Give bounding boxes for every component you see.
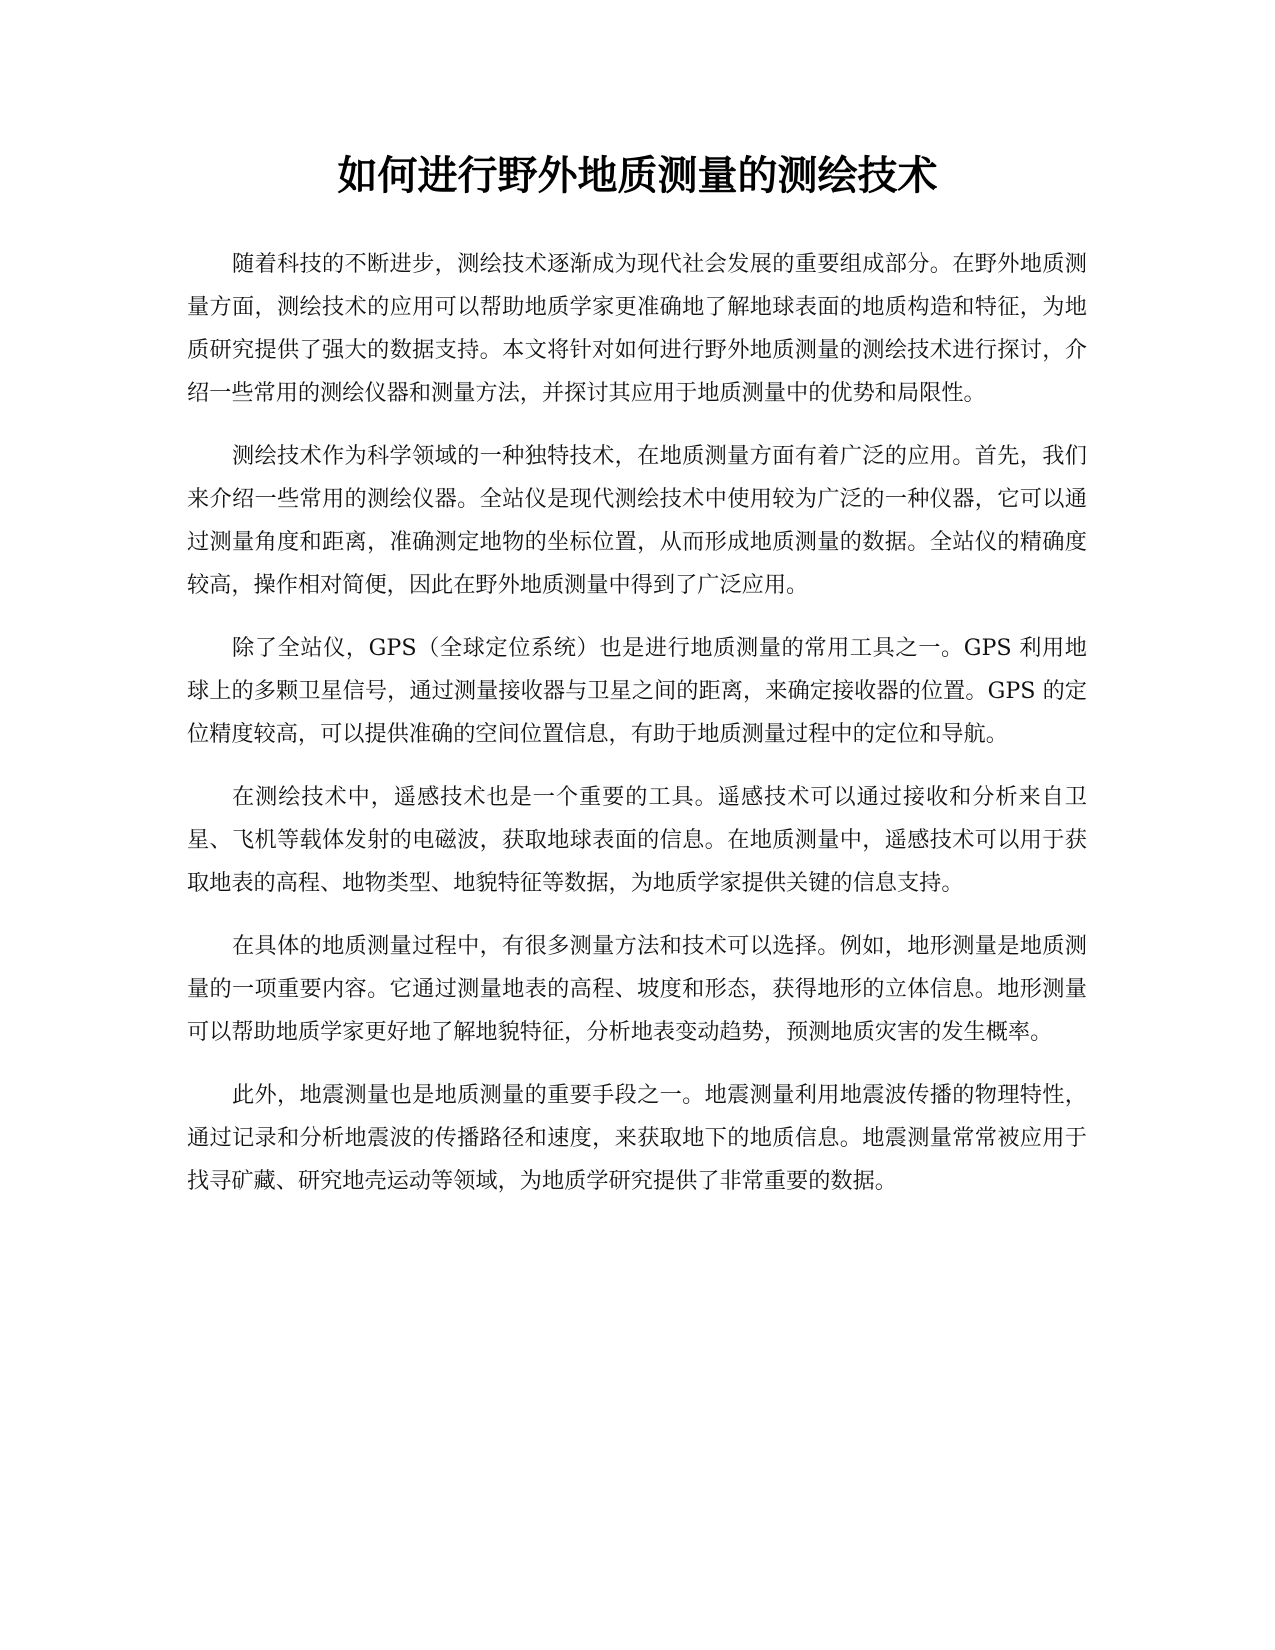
document-body bbox=[187, 243, 1087, 1223]
paragraph-seismic-survey: 此外，地震测量也是地质测量的重要手段之一。地震测量利用地震波传播的物理特性，通过记录和分析地震波的传播路径和速度，来获取地下的地质信息。地震测量常常被应用于找寻矿藏、研究地壳运动等领域，为地质学研究提供了非常重要的数据。 bbox=[187, 1082, 1087, 1194]
paragraph-topographic-survey: 在具体的地质测量过程中，有很多测量方法和技术可以选择。例如，地形测量是地质测量的一项重要内容。它通过测量地表的高程、坡度和形态，获得地形的立体信息。地形测量可以帮助地质学家更好地了解地貌特征，分析地表变动趋势，预测地质灾害的发生概率。 bbox=[187, 933, 1087, 1045]
document-title: 如何进行野外地质测量的测绘技术 bbox=[337, 153, 938, 199]
paragraph-remote-sensing: 在测绘技术中，遥感技术也是一个重要的工具。遥感技术可以通过接收和分析来自卫星、飞机等载体发射的电磁波，获取地球表面的信息。在地质测量中，遥感技术可以用于获取地表的高程、地物类型、地貌特征等数据，为地质学家提供关键的信息支持。 bbox=[187, 784, 1087, 896]
paragraph-total-station: 测绘技术作为科学领域的一种独特技术，在地质测量方面有着广泛的应用。首先，我们来介绍一些常用的测绘仪器。全站仪是现代测绘技术中使用较为广泛的一种仪器，它可以通过测量角度和距离，准确测定地物的坐标位置，从而形成地质测量的数据。全站仪的精确度较高，操作相对简便，因此在野外地质测量中得到了广泛应用。 bbox=[187, 443, 1087, 598]
paragraph-gps: 除了全站仪，GPS（全球定位系统）也是进行地质测量的常用工具之一。GPS 利用地球上的多颗卫星信号，通过测量接收器与卫星之间的距离，来确定接收器的位置。GPS 的定位精度较高，可以提供准确的空间位置信息，有助于地质测量过程中的定位和导航。 bbox=[187, 635, 1087, 747]
paragraph-intro: 随着科技的不断进步，测绘技术逐渐成为现代社会发展的重要组成部分。在野外地质测量方面，测绘技术的应用可以帮助地质学家更准确地了解地球表面的地质构造和特征，为地质研究提供了强大的数据支持。本文将针对如何进行野外地质测量的测绘技术进行探讨，介绍一些常用的测绘仪器和测量方法，并探讨其应用于地质测量中的优势和局限性。 bbox=[187, 251, 1087, 406]
